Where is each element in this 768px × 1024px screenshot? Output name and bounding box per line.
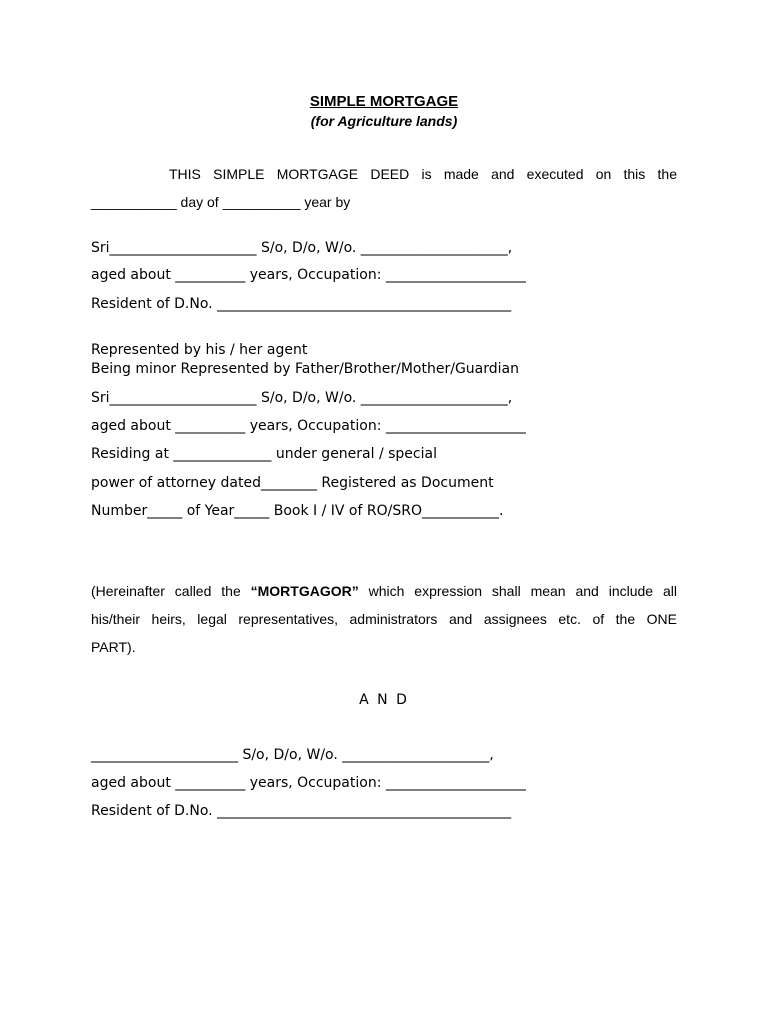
agent-line-1: Represented by his / her agent (91, 342, 308, 358)
mortgagor-clause-line-2: his/their heirs, legal representatives, administrators and assignees etc. of the ONE (91, 611, 677, 627)
and-separator: A N D (359, 692, 409, 708)
party2-aged-line: aged about __________ years, Occupation: ____________________ (91, 775, 526, 791)
party1-resident-line: Resident of D.No. __________________________________________ (91, 296, 512, 312)
agent-poa-line: power of attorney dated________ Registered as Document (91, 475, 494, 491)
party2-name-line: _____________________ S/o, D/o, W/o. _____________________, (91, 747, 494, 763)
mortgagor-suffix: which expression shall mean and include all (368, 583, 677, 599)
document-subtitle: (for Agriculture lands) (310, 113, 458, 129)
agent-aged-line: aged about __________ years, Occupation: ____________________ (91, 418, 526, 434)
intro-line-2: ___________ day of __________ year by (91, 194, 351, 210)
agent-line-2: Being minor Represented by Father/Brother/Mother/Guardian (91, 361, 519, 377)
mortgagor-clause-line-1 (91, 583, 677, 599)
mortgagor-prefix: (Hereinafter called the (91, 583, 241, 599)
agent-number-line: Number_____ of Year_____ Book I / IV of RO/SRO___________. (91, 503, 504, 519)
intro-line-1: THIS SIMPLE MORTGAGE DEED is made and executed on this the (169, 166, 677, 182)
party1-aged-line: aged about __________ years, Occupation: ____________________ (91, 267, 526, 283)
mortgagor-term: “MORTGAGOR” (250, 583, 359, 599)
agent-sri-line: Sri_____________________ S/o, D/o, W/o. _____________________, (91, 390, 513, 406)
agent-residing-line: Residing at ______________ under general / special (91, 446, 437, 462)
document-title: SIMPLE MORTGAGE (309, 93, 459, 110)
party2-resident-line: Resident of D.No. __________________________________________ (91, 803, 512, 819)
party1-sri-line: Sri_____________________ S/o, D/o, W/o. _____________________, (91, 240, 513, 256)
mortgagor-clause-line-3: PART). (91, 639, 136, 655)
